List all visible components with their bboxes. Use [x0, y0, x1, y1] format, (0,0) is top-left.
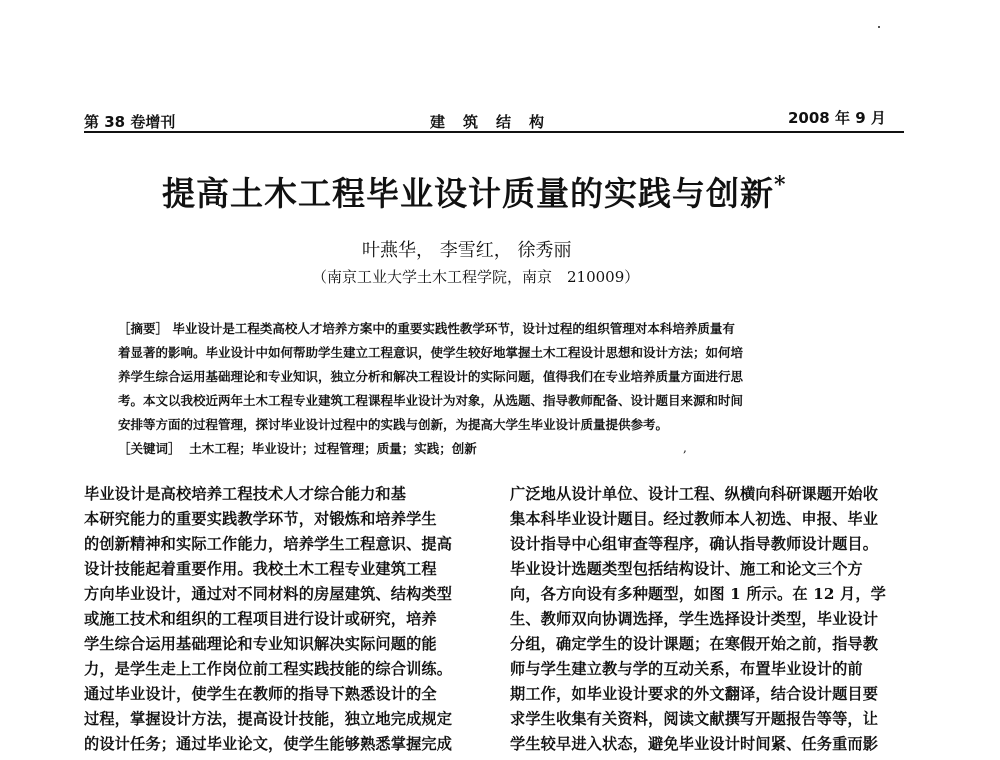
keywords-label: ［关键词］ — [118, 441, 181, 456]
abstract-line: 安排等方面的过程管理，探讨毕业设计过程中的实践与创新，为提高大学生毕业设计质量提供参考。 — [118, 417, 669, 432]
body-left-line: 或施工技术和组织的工程项目进行设计或研究，培养 — [84, 610, 437, 628]
body-left-line: 学生综合运用基础理论和专业知识解决实际问题的能 — [84, 635, 437, 653]
body-right-line: 毕业设计选题类型包括结构设计、施工和论文三个方 — [510, 560, 863, 578]
abstract-line: ［摘要］ 毕业设计是工程类高校人才培养方案中的重要实践性教学环节，设计过程的组织管理对本科培养质量有 — [118, 321, 735, 336]
stray-mark: , — [683, 441, 687, 455]
body-right-line: 求学生收集有关资料，阅读文献撰写开题报告等等，让 — [510, 710, 879, 728]
body-right-line: 分组，确定学生的设计课题；在寒假开始之前，指导教 — [510, 635, 879, 653]
affiliation: （南京工业大学土木工程学院，南京 210009） — [312, 268, 640, 286]
body-left-line: 方向毕业设计，通过对不同材料的房屋建筑、结构类型 — [84, 585, 453, 603]
abstract-line: 着显著的影响。毕业设计中如何帮助学生建立工程意识，使学生较好地掌握土木工程设计思想和设计方法；如何培 — [118, 345, 744, 360]
body-left-line: 毕业设计是高校培养工程技术人才综合能力和基 — [84, 485, 407, 503]
header-rule — [84, 131, 904, 133]
authors: 叶燕华， 李雪红， 徐秀丽 — [362, 240, 572, 261]
body-right-line: 期工作，如毕业设计要求的外文翻译，结合设计题目要 — [510, 685, 879, 703]
body-right-line: 广泛地从设计单位、设计工程、纵横向科研课题开始收 — [510, 485, 879, 503]
body-left-line: 设计技能起着重要作用。我校土木工程专业建筑工程 — [84, 560, 437, 578]
body-right-line: 师与学生建立教与学的互动关系，布置毕业设计的前 — [510, 660, 863, 678]
footnote-mark: * — [774, 172, 787, 198]
body-right-line: 集本科毕业设计题目。经过教师本人初选、申报、毕业 — [510, 510, 879, 528]
body-left-line: 过程，掌握设计方法，提高设计技能，独立地完成规定 — [84, 710, 453, 728]
body-right-line: 向，各方向设有多种题型，如图 1 所示。在 12 月，学 — [510, 585, 886, 603]
body-left-line: 本研究能力的重要实践教学环节，对锻炼和培养学生 — [84, 510, 437, 528]
abstract-line: 养学生综合运用基础理论和专业知识，独立分析和解决工程设计的实际问题，值得我们在专业培养质量方面进行思 — [118, 369, 744, 384]
body-right-line: 生、教师双向协调选择，学生选择设计类型，毕业设计 — [510, 610, 879, 628]
issue-date: 2008 年 9 月 — [788, 109, 886, 127]
body-left-line: 通过毕业设计，使学生在教师的指导下熟悉设计的全 — [84, 685, 437, 703]
keywords — [118, 439, 477, 457]
corner-dot — [878, 26, 880, 28]
paper-title-text: 提高土木工程毕业设计质量的实践与创新 — [162, 174, 774, 213]
abstract-line: 考。本文以我校近两年土木工程专业建筑工程课程毕业设计为对象，从选题、指导教师配备、设计题目来源和时间 — [118, 393, 744, 408]
journal-volume: 第 38 卷增刊 — [84, 113, 176, 131]
paper-title — [162, 168, 787, 215]
journal-name: 建筑结构 — [430, 113, 563, 131]
body-left-line: 的创新精神和实际工作能力，培养学生工程意识、提高 — [84, 535, 453, 553]
body-right-line: 设计指导中心组审查等程序，确认指导教师设计题目。 — [510, 535, 879, 553]
body-right-line: 学生较早进入状态，避免毕业设计时间紧、任务重而影 — [510, 735, 879, 753]
body-left-line: 力，是学生走上工作岗位前工程实践技能的综合训练。 — [84, 660, 453, 678]
body-left-line: 的设计任务；通过毕业论文，使学生能够熟悉掌握完成 — [84, 735, 453, 753]
keywords-text: 土木工程；毕业设计；过程管理；质量；实践；创新 — [189, 441, 477, 456]
